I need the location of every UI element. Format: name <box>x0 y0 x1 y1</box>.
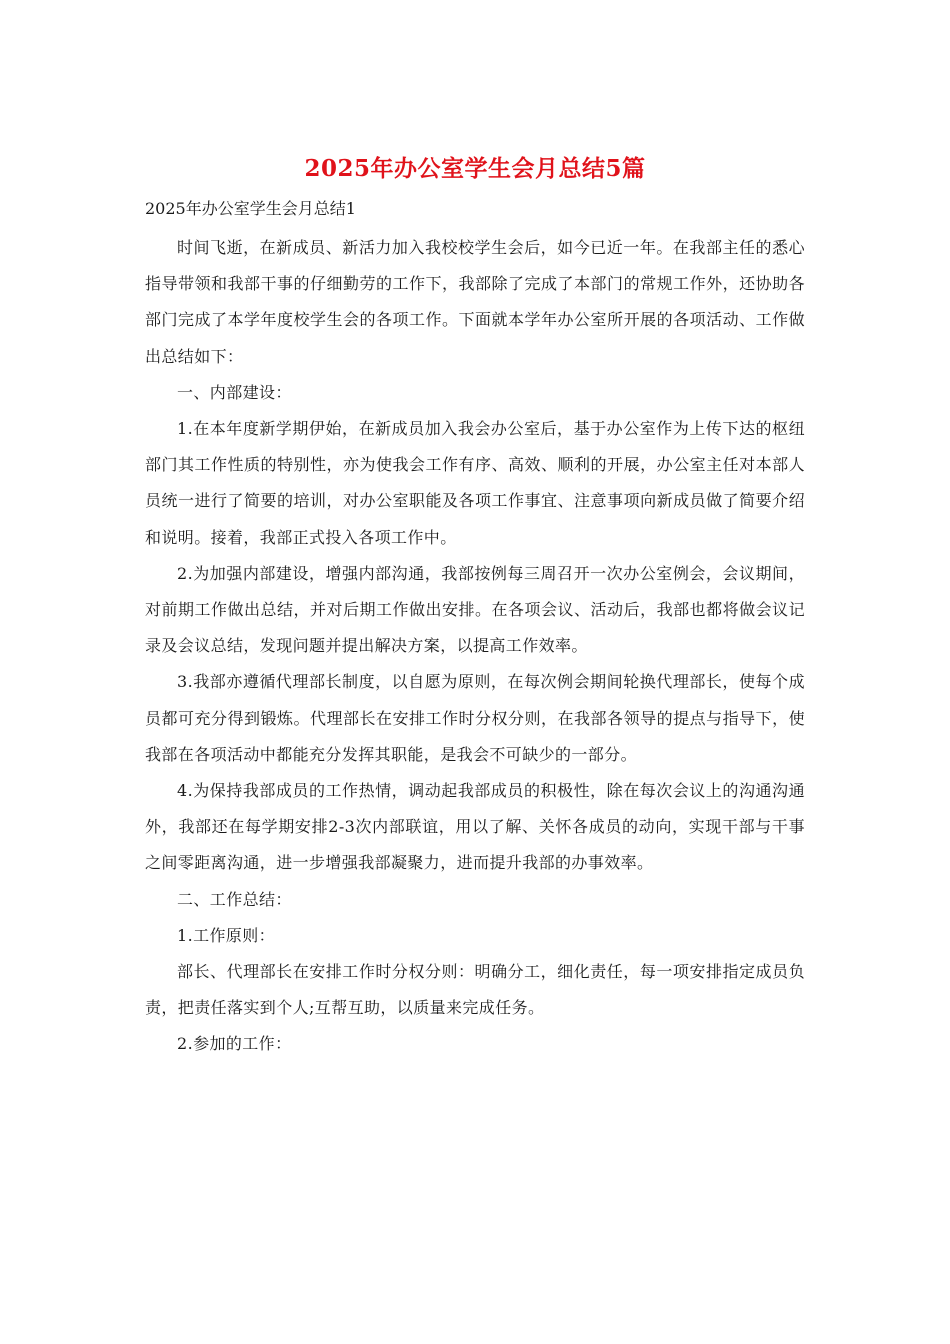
paragraph-item-1: 1.在本年度新学期伊始，在新成员加入我会办公室后，基于办公室作为上传下达的枢纽部门其工作性质的特别性，亦为使我会工作有序、高效、顺利的开展，办公室主任对本部人员统一进行了简要的培训，对办公室职能及各项工作事宜、注意事项向新成员做了简要介绍和说明。接着，我部正式投入各项工作中。 <box>145 419 805 547</box>
paragraph-item-3: 3.我部亦遵循代理部长制度，以自愿为原则，在每次例会期间轮换代理部长，使每个成员都可充分得到锻炼。代理部长在安排工作时分权分则，在我部各领导的提点与指导下，使我部在各项活动中都能充分发挥其职能，是我会不可缺少的一部分。 <box>145 672 805 764</box>
paragraph-principles: 部长、代理部长在安排工作时分权分则：明确分工，细化责任，每一项安排指定成员负责，把责任落实到个人;互帮互助，以质量来完成任务。 <box>145 962 805 1018</box>
section-heading-internal: 一、内部建设： <box>177 382 292 402</box>
document-content <box>145 150 805 1063</box>
document-subtitle: 2025年办公室学生会月总结1 <box>145 199 356 218</box>
subheading-principles: 1.工作原则： <box>177 925 276 945</box>
subheading-participated-work: 2.参加的工作： <box>177 1034 292 1054</box>
document-title: 2025年办公室学生会月总结5篇 <box>304 155 646 182</box>
section-heading-summary: 二、工作总结： <box>177 889 292 909</box>
paragraph-item-4: 4.为保持我部成员的工作热情，调动起我部成员的积极性，除在每次会议上的沟通沟通外，我部还在每学期安排2-3次内部联谊，用以了解、关怀各成员的动向，实现干部与干事之间零距离沟通，进一步增强我部凝聚力，进而提升我部的办事效率。 <box>145 781 805 873</box>
paragraph-intro: 时间飞逝，在新成员、新活力加入我校校学生会后，如今已近一年。在我部主任的悉心指导带领和我部干事的仔细勤劳的工作下，我部除了完成了本部门的常规工作外，还协助各部门完成了本学年度校学生会的各项工作。下面就本学年办公室所开展的各项活动、工作做出总结如下： <box>145 238 805 366</box>
paragraph-item-2: 2.为加强内部建设，增强内部沟通，我部按例每三周召开一次办公室例会，会议期间，对前期工作做出总结，并对后期工作做出安排。在各项会议、活动后，我部也都将做会议记录及会议总结，发现问题并提出解决方案，以提高工作效率。 <box>145 563 805 656</box>
